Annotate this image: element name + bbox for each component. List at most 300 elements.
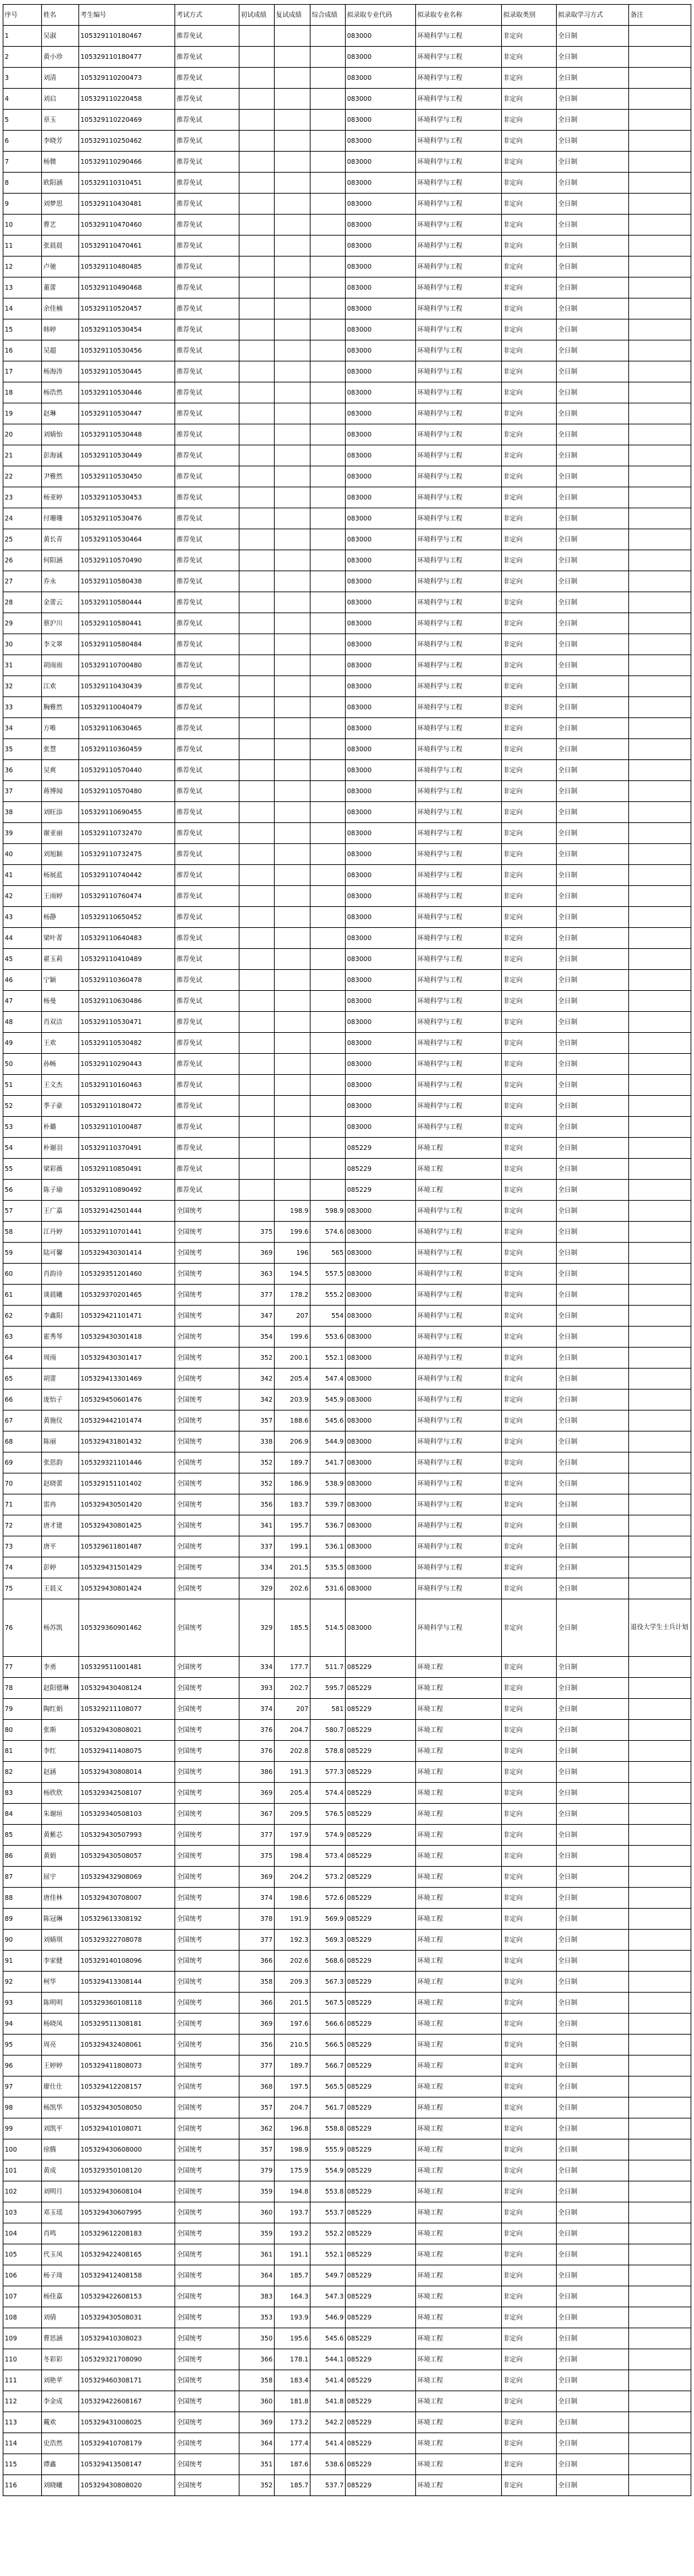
cell-col-name: 张思韵 bbox=[42, 1452, 79, 1473]
cell-col-retest-score bbox=[275, 760, 310, 781]
cell-col-total-score: 536.1 bbox=[310, 1536, 346, 1557]
cell-col-major-name: 环境工程 bbox=[416, 2454, 502, 2475]
cell-col-name: 吴爽 bbox=[42, 760, 79, 781]
cell-col-remarks bbox=[629, 361, 691, 382]
cell-col-major-name: 环境科学与工程 bbox=[416, 89, 502, 110]
cell-col-remarks bbox=[629, 1096, 691, 1117]
cell-col-exam-id: 105329110490468 bbox=[79, 277, 175, 298]
cell-col-initial-score: 366 bbox=[239, 1951, 275, 1972]
cell-col-exam-id: 105329110470461 bbox=[79, 236, 175, 257]
cell-col-retest-score bbox=[275, 550, 310, 571]
cell-col-total-score: 569.9 bbox=[310, 1909, 346, 1930]
cell-col-exam-id: 105329450601476 bbox=[79, 1390, 175, 1411]
cell-col-initial-score bbox=[239, 445, 275, 466]
cell-col-index: 59 bbox=[3, 1243, 42, 1264]
cell-col-initial-score: 341 bbox=[239, 1515, 275, 1536]
cell-col-total-score bbox=[310, 89, 346, 110]
cell-col-initial-score bbox=[239, 47, 275, 68]
cell-col-total-score bbox=[310, 697, 346, 718]
cell-col-remarks bbox=[629, 1327, 691, 1348]
cell-col-category: 非定向 bbox=[502, 1720, 557, 1741]
cell-col-exam-method: 推荐免试 bbox=[175, 1159, 239, 1180]
cell-col-study-mode: 全日制 bbox=[557, 2265, 629, 2286]
cell-col-major-name: 环境工程 bbox=[416, 2118, 502, 2139]
cell-col-exam-method: 全国统考 bbox=[175, 2391, 239, 2412]
cell-col-major-code: 083000 bbox=[346, 89, 416, 110]
cell-col-exam-id: 105329110570440 bbox=[79, 760, 175, 781]
table-row bbox=[3, 1578, 691, 1599]
cell-col-exam-id: 105329413508147 bbox=[79, 2454, 175, 2475]
cell-col-exam-method: 推荐免试 bbox=[175, 550, 239, 571]
cell-col-index: 4 bbox=[3, 89, 42, 110]
cell-col-exam-id: 105329432908069 bbox=[79, 1867, 175, 1888]
cell-col-name: 王欢 bbox=[42, 1033, 79, 1054]
cell-col-exam-id: 105329110530445 bbox=[79, 361, 175, 382]
cell-col-retest-score: 209.3 bbox=[275, 1972, 310, 1993]
cell-col-total-score: 574.6 bbox=[310, 1222, 346, 1243]
cell-col-remarks bbox=[629, 2077, 691, 2097]
cell-col-name: 韩婷 bbox=[42, 319, 79, 340]
cell-col-category: 非定向 bbox=[502, 1285, 557, 1306]
cell-col-study-mode: 全日制 bbox=[557, 1096, 629, 1117]
cell-col-exam-method: 全国统考 bbox=[175, 2160, 239, 2181]
cell-col-major-name: 环境科学与工程 bbox=[416, 340, 502, 361]
cell-col-retest-score: 202.7 bbox=[275, 1678, 310, 1699]
cell-col-exam-method: 全国统考 bbox=[175, 1720, 239, 1741]
cell-col-retest-score: 193.9 bbox=[275, 2307, 310, 2328]
cell-col-major-code: 083000 bbox=[346, 802, 416, 823]
cell-col-category: 非定向 bbox=[502, 1846, 557, 1867]
cell-col-major-name: 环境科学与工程 bbox=[416, 1264, 502, 1285]
cell-col-exam-id: 105329411808073 bbox=[79, 2056, 175, 2077]
cell-col-study-mode: 全日制 bbox=[557, 2118, 629, 2139]
table-row bbox=[3, 1657, 691, 1678]
table-row bbox=[3, 1431, 691, 1452]
cell-col-initial-score: 352 bbox=[239, 2475, 275, 2496]
cell-col-study-mode: 全日制 bbox=[557, 1993, 629, 2014]
cell-col-retest-score: 209.5 bbox=[275, 1804, 310, 1825]
cell-col-total-score bbox=[310, 236, 346, 257]
cell-col-category: 非定向 bbox=[502, 1012, 557, 1033]
cell-col-retest-score: 198.9 bbox=[275, 1201, 310, 1222]
cell-col-remarks bbox=[629, 110, 691, 131]
cell-col-initial-score: 359 bbox=[239, 2223, 275, 2244]
cell-col-retest-score bbox=[275, 194, 310, 215]
cell-col-initial-score: 353 bbox=[239, 2307, 275, 2328]
cell-col-retest-score bbox=[275, 1012, 310, 1033]
cell-col-remarks bbox=[629, 1699, 691, 1720]
cell-col-total-score bbox=[310, 445, 346, 466]
cell-col-major-code: 083000 bbox=[346, 361, 416, 382]
cell-col-remarks bbox=[629, 277, 691, 298]
cell-col-exam-method: 全国统考 bbox=[175, 2035, 239, 2056]
cell-col-exam-id: 105329430608000 bbox=[79, 2139, 175, 2160]
cell-col-name: 庞怡子 bbox=[42, 1390, 79, 1411]
cell-col-major-name: 环境工程 bbox=[416, 2139, 502, 2160]
cell-col-exam-id: 105329110250462 bbox=[79, 131, 175, 152]
cell-col-total-score bbox=[310, 1159, 346, 1180]
cell-col-retest-score bbox=[275, 173, 310, 194]
cell-col-remarks bbox=[629, 2307, 691, 2328]
cell-col-remarks bbox=[629, 2056, 691, 2077]
table-row bbox=[3, 1390, 691, 1411]
cell-col-major-code: 083000 bbox=[346, 634, 416, 655]
cell-col-index: 82 bbox=[3, 1762, 42, 1783]
cell-col-initial-score bbox=[239, 68, 275, 89]
cell-col-initial-score bbox=[239, 1096, 275, 1117]
cell-col-exam-id: 105329110530464 bbox=[79, 529, 175, 550]
cell-col-retest-score: 204.7 bbox=[275, 1720, 310, 1741]
cell-col-study-mode: 全日制 bbox=[557, 1720, 629, 1741]
cell-col-major-code: 085229 bbox=[346, 2139, 416, 2160]
cell-col-study-mode: 全日制 bbox=[557, 1117, 629, 1138]
table-row bbox=[3, 2286, 691, 2307]
cell-col-name: 蔡沪川 bbox=[42, 613, 79, 634]
table-row bbox=[3, 571, 691, 592]
cell-col-total-score bbox=[310, 110, 346, 131]
cell-col-initial-score: 364 bbox=[239, 2265, 275, 2286]
cell-col-exam-method: 推荐免试 bbox=[175, 844, 239, 865]
cell-col-total-score: 565 bbox=[310, 1243, 346, 1264]
cell-col-exam-method: 全国统考 bbox=[175, 1431, 239, 1452]
cell-col-index: 41 bbox=[3, 865, 42, 886]
cell-col-remarks bbox=[629, 2097, 691, 2118]
cell-col-major-code: 083000 bbox=[346, 1075, 416, 1096]
cell-col-exam-method: 全国统考 bbox=[175, 1657, 239, 1678]
table-row bbox=[3, 1369, 691, 1390]
cell-col-remarks bbox=[629, 1033, 691, 1054]
cell-col-total-score: 545.9 bbox=[310, 1390, 346, 1411]
cell-col-name: 徐腾 bbox=[42, 2139, 79, 2160]
cell-col-exam-method: 推荐免试 bbox=[175, 991, 239, 1012]
cell-col-exam-id: 105329110220458 bbox=[79, 89, 175, 110]
cell-col-exam-method: 推荐免试 bbox=[175, 26, 239, 47]
cell-col-name: 谈晨曦 bbox=[42, 1285, 79, 1306]
cell-col-name: 杨静 bbox=[42, 907, 79, 928]
cell-col-retest-score bbox=[275, 844, 310, 865]
cell-col-name: 曹思涵 bbox=[42, 2328, 79, 2349]
cell-col-major-code: 083000 bbox=[346, 1536, 416, 1557]
cell-col-major-code: 085229 bbox=[346, 2307, 416, 2328]
table-row bbox=[3, 1054, 691, 1075]
cell-col-initial-score: 357 bbox=[239, 2097, 275, 2118]
cell-col-retest-score bbox=[275, 802, 310, 823]
cell-col-exam-id: 105329110360459 bbox=[79, 739, 175, 760]
cell-col-category: 非定向 bbox=[502, 907, 557, 928]
cell-col-major-code: 085229 bbox=[346, 2454, 416, 2475]
cell-col-study-mode: 全日制 bbox=[557, 26, 629, 47]
cell-col-major-code: 083000 bbox=[346, 1306, 416, 1327]
cell-col-index: 19 bbox=[3, 403, 42, 424]
cell-col-category: 非定向 bbox=[502, 277, 557, 298]
cell-col-initial-score: 362 bbox=[239, 2118, 275, 2139]
cell-col-exam-method: 推荐免试 bbox=[175, 865, 239, 886]
cell-col-total-score: 554.9 bbox=[310, 2160, 346, 2181]
cell-col-exam-id: 105329110530471 bbox=[79, 1012, 175, 1033]
cell-col-retest-score: 195.7 bbox=[275, 1515, 310, 1536]
cell-col-study-mode: 全日制 bbox=[557, 1783, 629, 1804]
cell-col-remarks bbox=[629, 466, 691, 487]
cell-col-name: 吴淑 bbox=[42, 26, 79, 47]
cell-col-initial-score: 360 bbox=[239, 2391, 275, 2412]
cell-col-exam-method: 推荐免试 bbox=[175, 613, 239, 634]
cell-col-index: 65 bbox=[3, 1369, 42, 1390]
cell-col-retest-score bbox=[275, 487, 310, 508]
cell-col-exam-id: 105329431801432 bbox=[79, 1431, 175, 1452]
cell-col-total-score bbox=[310, 676, 346, 697]
cell-col-major-code: 083000 bbox=[346, 152, 416, 173]
cell-col-category: 非定向 bbox=[502, 236, 557, 257]
cell-col-study-mode: 全日制 bbox=[557, 1222, 629, 1243]
cell-col-remarks bbox=[629, 928, 691, 949]
cell-col-study-mode: 全日制 bbox=[557, 1159, 629, 1180]
cell-col-name: 谭鑫 bbox=[42, 2454, 79, 2475]
cell-col-retest-score bbox=[275, 991, 310, 1012]
cell-col-initial-score bbox=[239, 466, 275, 487]
cell-col-major-name: 环境科学与工程 bbox=[416, 1096, 502, 1117]
cell-col-name: 方唯 bbox=[42, 718, 79, 739]
cell-col-remarks bbox=[629, 1075, 691, 1096]
cell-col-major-code: 085229 bbox=[346, 2286, 416, 2307]
cell-col-category: 非定向 bbox=[502, 2014, 557, 2035]
cell-col-total-score: 552.1 bbox=[310, 1348, 346, 1369]
cell-col-study-mode: 全日制 bbox=[557, 970, 629, 991]
cell-col-major-name: 环境科学与工程 bbox=[416, 47, 502, 68]
cell-col-major-name: 环境科学与工程 bbox=[416, 1075, 502, 1096]
cell-col-retest-score bbox=[275, 361, 310, 382]
cell-col-category: 非定向 bbox=[502, 1804, 557, 1825]
cell-col-total-score: 553.6 bbox=[310, 1327, 346, 1348]
cell-col-remarks bbox=[629, 529, 691, 550]
cell-col-major-code: 083000 bbox=[346, 613, 416, 634]
cell-col-total-score: 547.4 bbox=[310, 1369, 346, 1390]
cell-col-remarks bbox=[629, 676, 691, 697]
cell-col-remarks bbox=[629, 1159, 691, 1180]
table-row bbox=[3, 739, 691, 760]
cell-col-total-score: 574.4 bbox=[310, 1783, 346, 1804]
cell-col-retest-score bbox=[275, 655, 310, 676]
cell-col-exam-id: 105329110700480 bbox=[79, 655, 175, 676]
cell-col-name: 杨浩然 bbox=[42, 382, 79, 403]
cell-col-name: 杨晓凤 bbox=[42, 2014, 79, 2035]
cell-col-initial-score bbox=[239, 194, 275, 215]
cell-col-retest-score bbox=[275, 529, 310, 550]
cell-col-exam-id: 105329430507993 bbox=[79, 1825, 175, 1846]
cell-col-category: 非定向 bbox=[502, 89, 557, 110]
cell-col-name: 赵涵 bbox=[42, 1762, 79, 1783]
header-col-initial-score: 初试成绩 bbox=[239, 5, 275, 26]
cell-col-category: 非定向 bbox=[502, 823, 557, 844]
cell-col-exam-method: 全国统考 bbox=[175, 2077, 239, 2097]
cell-col-retest-score: 187.6 bbox=[275, 2454, 310, 2475]
cell-col-initial-score: 342 bbox=[239, 1369, 275, 1390]
cell-col-exam-id: 105329110580484 bbox=[79, 634, 175, 655]
cell-col-total-score bbox=[310, 655, 346, 676]
cell-col-remarks bbox=[629, 173, 691, 194]
cell-col-total-score: 573.4 bbox=[310, 1846, 346, 1867]
cell-col-category: 非定向 bbox=[502, 1390, 557, 1411]
table-row bbox=[3, 1159, 691, 1180]
cell-col-remarks bbox=[629, 382, 691, 403]
table-row bbox=[3, 1867, 691, 1888]
cell-col-total-score bbox=[310, 215, 346, 236]
table-row bbox=[3, 2307, 691, 2328]
cell-col-remarks bbox=[629, 697, 691, 718]
cell-col-category: 非定向 bbox=[502, 949, 557, 970]
cell-col-total-score bbox=[310, 131, 346, 152]
cell-col-exam-id: 105329110580444 bbox=[79, 592, 175, 613]
cell-col-total-score bbox=[310, 1012, 346, 1033]
cell-col-index: 70 bbox=[3, 1473, 42, 1494]
cell-col-name: 张斯 bbox=[42, 1720, 79, 1741]
cell-col-name: 杨欣欣 bbox=[42, 1783, 79, 1804]
cell-col-total-score: 566.7 bbox=[310, 2056, 346, 2077]
cell-col-major-name: 环境科学与工程 bbox=[416, 466, 502, 487]
cell-col-name: 蒋博闻 bbox=[42, 781, 79, 802]
cell-col-major-code: 083000 bbox=[346, 1033, 416, 1054]
table-row bbox=[3, 1557, 691, 1578]
cell-col-initial-score: 377 bbox=[239, 1930, 275, 1951]
cell-col-total-score bbox=[310, 886, 346, 907]
cell-col-total-score: 514.5 bbox=[310, 1599, 346, 1657]
cell-col-remarks bbox=[629, 1306, 691, 1327]
cell-col-exam-method: 全国统考 bbox=[175, 1678, 239, 1699]
cell-col-major-name: 环境科学与工程 bbox=[416, 802, 502, 823]
cell-col-study-mode: 全日制 bbox=[557, 2349, 629, 2370]
cell-col-study-mode: 全日制 bbox=[557, 1657, 629, 1678]
cell-col-category: 非定向 bbox=[502, 1909, 557, 1930]
cell-col-index: 11 bbox=[3, 236, 42, 257]
cell-col-major-code: 085229 bbox=[346, 1720, 416, 1741]
cell-col-initial-score bbox=[239, 1138, 275, 1159]
cell-col-category: 非定向 bbox=[502, 2035, 557, 2056]
cell-col-total-score: 553.7 bbox=[310, 2202, 346, 2223]
cell-col-major-code: 083000 bbox=[346, 403, 416, 424]
cell-col-retest-score bbox=[275, 47, 310, 68]
cell-col-initial-score bbox=[239, 991, 275, 1012]
cell-col-study-mode: 全日制 bbox=[557, 760, 629, 781]
table-row bbox=[3, 2160, 691, 2181]
cell-col-exam-id: 105329110732475 bbox=[79, 844, 175, 865]
cell-col-index: 45 bbox=[3, 949, 42, 970]
table-row bbox=[3, 340, 691, 361]
cell-col-category: 非定向 bbox=[502, 2307, 557, 2328]
cell-col-name: 邓玉瑶 bbox=[42, 2202, 79, 2223]
cell-col-retest-score: 195.6 bbox=[275, 2328, 310, 2349]
cell-col-remarks bbox=[629, 1494, 691, 1515]
header-col-exam-id: 考生编号 bbox=[79, 5, 175, 26]
cell-col-category: 非定向 bbox=[502, 298, 557, 319]
table-row bbox=[3, 1012, 691, 1033]
cell-col-category: 非定向 bbox=[502, 718, 557, 739]
cell-col-major-name: 环境科学与工程 bbox=[416, 1054, 502, 1075]
cell-col-study-mode: 全日制 bbox=[557, 47, 629, 68]
cell-col-exam-method: 推荐免试 bbox=[175, 739, 239, 760]
cell-col-study-mode: 全日制 bbox=[557, 2056, 629, 2077]
cell-col-major-code: 083000 bbox=[346, 676, 416, 697]
cell-col-major-name: 环境科学与工程 bbox=[416, 131, 502, 152]
cell-col-category: 非定向 bbox=[502, 1180, 557, 1201]
cell-col-name: 冬彩彩 bbox=[42, 2349, 79, 2370]
cell-col-remarks bbox=[629, 2223, 691, 2244]
table-row bbox=[3, 991, 691, 1012]
cell-col-retest-score: 193.7 bbox=[275, 2202, 310, 2223]
cell-col-category: 非定向 bbox=[502, 487, 557, 508]
cell-col-category: 非定向 bbox=[502, 1657, 557, 1678]
cell-col-retest-score: 197.9 bbox=[275, 1825, 310, 1846]
cell-col-exam-method: 推荐免试 bbox=[175, 131, 239, 152]
cell-col-initial-score bbox=[239, 760, 275, 781]
cell-col-name: 江欢 bbox=[42, 676, 79, 697]
cell-col-remarks bbox=[629, 298, 691, 319]
cell-col-total-score bbox=[310, 718, 346, 739]
table-row bbox=[3, 2223, 691, 2244]
cell-col-remarks bbox=[629, 2328, 691, 2349]
cell-col-index: 77 bbox=[3, 1657, 42, 1678]
cell-col-exam-method: 推荐免试 bbox=[175, 886, 239, 907]
cell-col-major-code: 083000 bbox=[346, 173, 416, 194]
cell-col-study-mode: 全日制 bbox=[557, 2097, 629, 2118]
cell-col-major-code: 085229 bbox=[346, 1909, 416, 1930]
cell-col-category: 非定向 bbox=[502, 2454, 557, 2475]
cell-col-initial-score bbox=[239, 823, 275, 844]
cell-col-major-name: 环境科学与工程 bbox=[416, 152, 502, 173]
cell-col-remarks bbox=[629, 2286, 691, 2307]
cell-col-major-name: 环境科学与工程 bbox=[416, 613, 502, 634]
cell-col-index: 52 bbox=[3, 1096, 42, 1117]
cell-col-name: 屈宇 bbox=[42, 1867, 79, 1888]
cell-col-index: 116 bbox=[3, 2475, 42, 2496]
cell-col-exam-method: 推荐免试 bbox=[175, 1117, 239, 1138]
cell-col-retest-score: 177.7 bbox=[275, 1657, 310, 1678]
cell-col-exam-id: 105329411408075 bbox=[79, 1741, 175, 1762]
cell-col-index: 44 bbox=[3, 928, 42, 949]
cell-col-name: 雷冉 bbox=[42, 1494, 79, 1515]
cell-col-major-name: 环境工程 bbox=[416, 1657, 502, 1678]
cell-col-index: 2 bbox=[3, 47, 42, 68]
cell-col-major-code: 083000 bbox=[346, 1369, 416, 1390]
cell-col-index: 87 bbox=[3, 1867, 42, 1888]
cell-col-index: 84 bbox=[3, 1804, 42, 1825]
cell-col-category: 非定向 bbox=[502, 2370, 557, 2391]
cell-col-remarks bbox=[629, 508, 691, 529]
cell-col-exam-id: 105329431501429 bbox=[79, 1557, 175, 1578]
cell-col-remarks bbox=[629, 1804, 691, 1825]
cell-col-exam-id: 105329430808021 bbox=[79, 1720, 175, 1741]
cell-col-name: 霍秀琴 bbox=[42, 1327, 79, 1348]
cell-col-study-mode: 全日制 bbox=[557, 781, 629, 802]
cell-col-category: 非定向 bbox=[502, 1033, 557, 1054]
cell-col-initial-score bbox=[239, 781, 275, 802]
cell-col-study-mode: 全日制 bbox=[557, 2181, 629, 2202]
cell-col-major-name: 环境科学与工程 bbox=[416, 655, 502, 676]
table-row bbox=[3, 1348, 691, 1369]
cell-col-exam-id: 105329110580441 bbox=[79, 613, 175, 634]
cell-col-major-name: 环境工程 bbox=[416, 2370, 502, 2391]
cell-col-study-mode: 全日制 bbox=[557, 1411, 629, 1431]
cell-col-major-code: 085229 bbox=[346, 2014, 416, 2035]
cell-col-exam-id: 105329110410489 bbox=[79, 949, 175, 970]
cell-col-total-score: 598.9 bbox=[310, 1201, 346, 1222]
cell-col-major-code: 083000 bbox=[346, 110, 416, 131]
cell-col-initial-score: 359 bbox=[239, 2181, 275, 2202]
cell-col-category: 非定向 bbox=[502, 1264, 557, 1285]
cell-col-category: 非定向 bbox=[502, 1951, 557, 1972]
cell-col-initial-score bbox=[239, 236, 275, 257]
cell-col-exam-method: 全国统考 bbox=[175, 1993, 239, 2014]
cell-col-total-score: 580.7 bbox=[310, 1720, 346, 1741]
cell-col-index: 98 bbox=[3, 2097, 42, 2118]
